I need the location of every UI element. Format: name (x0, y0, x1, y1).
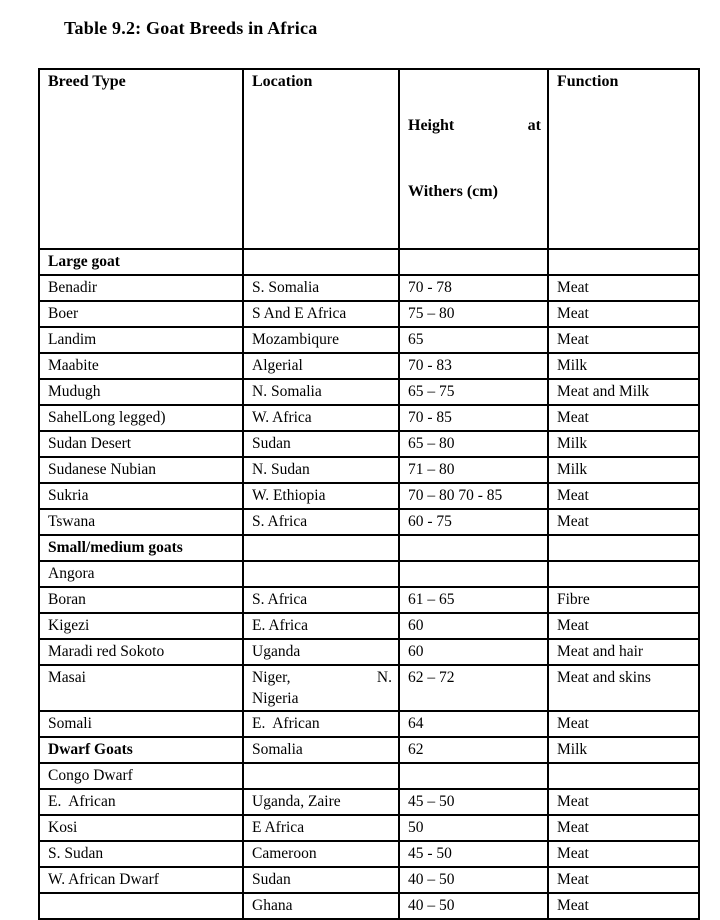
cell-breed-type: Angora (39, 561, 243, 587)
cell-height (399, 561, 548, 587)
cell-function: Meat and skins (548, 665, 699, 711)
header-height-at-withers (399, 69, 548, 249)
header-at-word: at (527, 117, 541, 134)
cell-breed-type (39, 893, 243, 919)
cell-breed-type: Kosi (39, 815, 243, 841)
cell-function: Meat and hair (548, 639, 699, 665)
location-line2: Nigeria (252, 690, 299, 707)
cell-function: Meat (548, 327, 699, 353)
cell-function: Meat (548, 893, 699, 919)
table-row (39, 815, 699, 841)
cell-function: Meat (548, 867, 699, 893)
cell-location (243, 665, 399, 711)
cell-function: Milk (548, 737, 699, 763)
cell-function: Meat and Milk (548, 379, 699, 405)
table-row (39, 301, 699, 327)
cell-function (548, 249, 699, 275)
cell-height: 70 – 80 70 - 85 (399, 483, 548, 509)
table-row (39, 379, 699, 405)
cell-function: Meat (548, 815, 699, 841)
cell-breed-type: Benadir (39, 275, 243, 301)
cell-breed-type: Boran (39, 587, 243, 613)
cell-function: Milk (548, 353, 699, 379)
header-withers-line2: Withers (cm) (408, 183, 498, 200)
cell-breed-type: Somali (39, 711, 243, 737)
cell-function: Meat (548, 483, 699, 509)
cell-function: Meat (548, 789, 699, 815)
header-row (39, 69, 699, 249)
cell-height: 60 - 75 (399, 509, 548, 535)
cell-location: Sudan (243, 867, 399, 893)
cell-function: Milk (548, 457, 699, 483)
cell-height: 45 - 50 (399, 841, 548, 867)
table-row (39, 509, 699, 535)
cell-function: Meat (548, 509, 699, 535)
section-row (39, 535, 699, 561)
cell-height: 62 – 72 (399, 665, 548, 711)
cell-location: Uganda, Zaire (243, 789, 399, 815)
header-height-line1 (408, 115, 541, 137)
cell-location: Uganda (243, 639, 399, 665)
table-body (39, 249, 699, 919)
table-row (39, 711, 699, 737)
cell-location: Ghana (243, 893, 399, 919)
table-row (39, 457, 699, 483)
cell-height: 62 (399, 737, 548, 763)
cell-location: Cameroon (243, 841, 399, 867)
cell-location: E. Africa (243, 613, 399, 639)
cell-location: Algerial (243, 353, 399, 379)
cell-function: Meat (548, 405, 699, 431)
goat-breeds-table (38, 68, 700, 920)
cell-breed-type: Kigezi (39, 613, 243, 639)
cell-location: S And E Africa (243, 301, 399, 327)
cell-location: W. Ethiopia (243, 483, 399, 509)
cell-height: 60 (399, 613, 548, 639)
cell-height (399, 249, 548, 275)
cell-function: Meat (548, 301, 699, 327)
cell-height: 64 (399, 711, 548, 737)
header-breed-type: Breed Type (39, 69, 243, 249)
cell-breed-type: SahelLong legged) (39, 405, 243, 431)
cell-location: Sudan (243, 431, 399, 457)
cell-breed-type: Mudugh (39, 379, 243, 405)
cell-height: 71 – 80 (399, 457, 548, 483)
header-location: Location (243, 69, 399, 249)
cell-height: 61 – 65 (399, 587, 548, 613)
cell-breed-type: Masai (39, 665, 243, 711)
cell-function: Milk (548, 431, 699, 457)
cell-breed-type: Sukria (39, 483, 243, 509)
table-row (39, 587, 699, 613)
location-line1: Niger, N. (252, 669, 392, 686)
table-row (39, 561, 699, 587)
cell-location: Somalia (243, 737, 399, 763)
cell-breed-type: Maabite (39, 353, 243, 379)
cell-height: 70 - 83 (399, 353, 548, 379)
cell-location (243, 763, 399, 789)
cell-location (243, 535, 399, 561)
table-row (39, 789, 699, 815)
cell-location: S. Somalia (243, 275, 399, 301)
cell-location: S. Africa (243, 587, 399, 613)
table-row (39, 327, 699, 353)
cell-breed-type: Large goat (39, 249, 243, 275)
cell-height: 50 (399, 815, 548, 841)
cell-height: 65 (399, 327, 548, 353)
table-row (39, 841, 699, 867)
table-row (39, 665, 699, 711)
cell-function (548, 535, 699, 561)
table-row (39, 405, 699, 431)
cell-breed-type: Small/medium goats (39, 535, 243, 561)
cell-breed-type: Dwarf Goats (39, 737, 243, 763)
table-row (39, 613, 699, 639)
table-row (39, 893, 699, 919)
cell-breed-type: Congo Dwarf (39, 763, 243, 789)
cell-location: S. Africa (243, 509, 399, 535)
table-row (39, 431, 699, 457)
table-row (39, 275, 699, 301)
cell-breed-type: Sudan Desert (39, 431, 243, 457)
cell-function: Meat (548, 711, 699, 737)
cell-breed-type: E. African (39, 789, 243, 815)
table-caption: Table 9.2: Goat Breeds in Africa (64, 18, 318, 38)
cell-breed-type: Sudanese Nubian (39, 457, 243, 483)
cell-location: E Africa (243, 815, 399, 841)
cell-function: Meat (548, 275, 699, 301)
cell-location: Mozambiqure (243, 327, 399, 353)
cell-breed-type: S. Sudan (39, 841, 243, 867)
cell-breed-type: Landim (39, 327, 243, 353)
cell-height (399, 763, 548, 789)
cell-height: 65 – 75 (399, 379, 548, 405)
cell-location: W. Africa (243, 405, 399, 431)
cell-location (243, 561, 399, 587)
section-row (39, 737, 699, 763)
cell-breed-type: W. African Dwarf (39, 867, 243, 893)
cell-breed-type: Maradi red Sokoto (39, 639, 243, 665)
table-row (39, 867, 699, 893)
cell-height: 70 - 78 (399, 275, 548, 301)
cell-function: Meat (548, 613, 699, 639)
cell-height: 70 - 85 (399, 405, 548, 431)
cell-height: 40 – 50 (399, 893, 548, 919)
cell-height: 60 (399, 639, 548, 665)
cell-function (548, 561, 699, 587)
cell-height: 45 – 50 (399, 789, 548, 815)
table-row (39, 483, 699, 509)
header-height-word: Height (408, 117, 455, 134)
cell-function (548, 763, 699, 789)
cell-location (243, 249, 399, 275)
cell-breed-type: Boer (39, 301, 243, 327)
cell-location: N. Somalia (243, 379, 399, 405)
cell-breed-type: Tswana (39, 509, 243, 535)
table-row (39, 353, 699, 379)
cell-height: 75 – 80 (399, 301, 548, 327)
table-row (39, 763, 699, 789)
cell-location: N. Sudan (243, 457, 399, 483)
cell-function: Meat (548, 841, 699, 867)
cell-location: E. African (243, 711, 399, 737)
cell-height (399, 535, 548, 561)
header-function: Function (548, 69, 699, 249)
section-row (39, 249, 699, 275)
cell-height: 40 – 50 (399, 867, 548, 893)
cell-height: 65 – 80 (399, 431, 548, 457)
table-row (39, 639, 699, 665)
cell-function: Fibre (548, 587, 699, 613)
